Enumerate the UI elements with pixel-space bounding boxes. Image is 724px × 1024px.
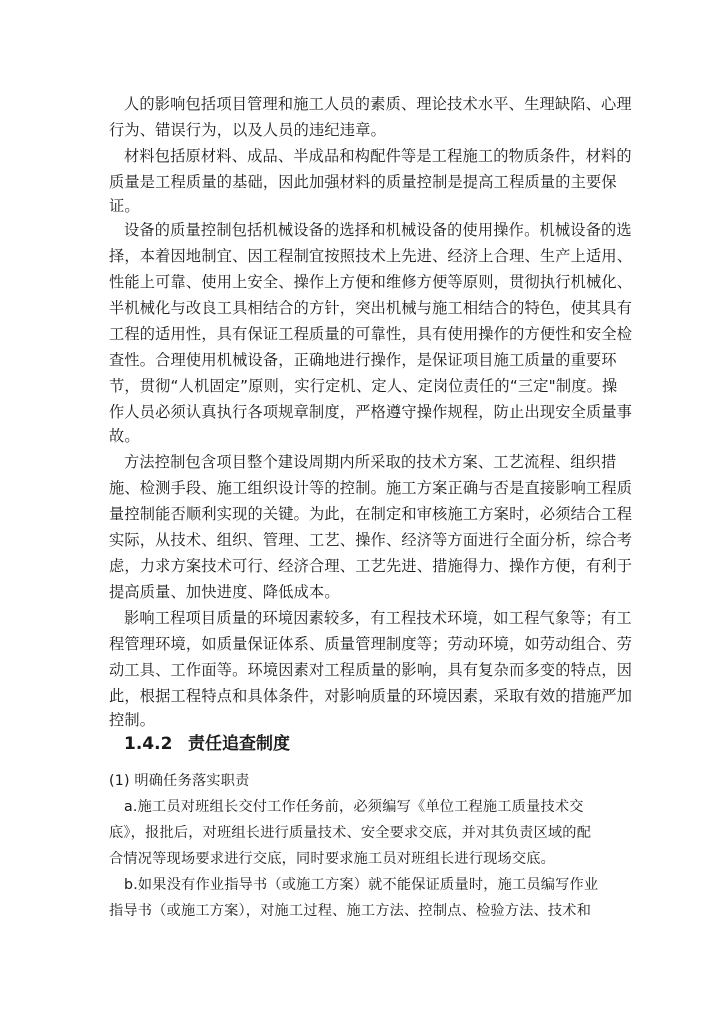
text-line: 人的影响包括项目管理和施工人员的素质、理论技术水平、生理缺陷、心理 [124,95,632,113]
list-item-title: (1) 明确任务落实职责 [109,773,250,789]
text-line: 质量是工程质量的基础，因此加强材料的质量控制是提高工程质量的主要保 [109,173,617,191]
text-line: 择，本着因地制宜、因工程制宜按照技术上先进、经济上合理、生产上适用、 [109,247,633,265]
list-text-line: a.施工员对班组长交付工作任务前，必须编写《单位工程施工质量技术交 [124,799,584,815]
section-title: 责任追查制度 [188,734,290,754]
text-line: 实际，从技术、组织、管理、工艺、操作、经济等方面进行全面分析，综合考 [109,531,633,549]
text-line: 节，贯彻“人机固定”原则，实行定机、定人、定岗位责任的“三定"制度。操 [109,377,618,395]
list-text-line: 指导书（或施工方案），对施工过程、施工方法、控制点、检验方法、技术和 [109,903,592,919]
text-line: 虑，力求方案技术可行、经济合理、工艺先进、措施得力、操作方便，有利于 [109,557,633,575]
text-line: 查性。合理使用机械设备，正确地进行操作，是保证项目施工质量的重要环 [109,351,617,369]
text-line: 行为、错误行为，以及人员的违纪违章。 [109,121,386,139]
text-line: 设备的质量控制包括机械设备的选择和机械设备的使用操作。机械设备的选 [124,221,632,239]
text-line: 控制。 [109,711,156,729]
text-line: 作人员必须认真执行各项规章制度，严格遵守操作规程，防止出现安全质量事 [109,403,633,421]
list-text-line: b.如果没有作业指导书（或施工方案）就不能保证质量时，施工员编写作业 [124,877,599,893]
list-text-line: 底》，报批后，对班组长进行质量技术、安全要求交底，并对其负责区域的配 [109,825,592,841]
text-line: 材料包括原材料、成品、半成品和构配件等是工程施工的物质条件，材料的 [124,147,632,165]
section-number: 1.4.2 [124,734,173,754]
text-line: 程管理环境，如质量保证体系、质量管理制度等；劳动环境，如劳动组合、劳 [109,635,633,653]
text-line: 证。 [109,197,140,215]
section-heading [124,730,290,758]
text-line: 提高质量、加快进度、降低成本。 [109,583,340,601]
text-line: 此，根据工程特点和具体条件，对影响质量的环境因素，采取有效的措施严加 [109,687,633,705]
text-line: 半机械化与改良工具相结合的方针，突出机械与施工相结合的特色，使其具有 [109,299,633,317]
text-line: 性能上可靠、使用上安全、操作上方便和维修方便等原则，贯彻执行机械化、 [109,273,633,291]
text-line: 工程的适用性，具有保证工程质量的可靠性，具有使用操作的方便性和安全检 [109,325,633,343]
list-text-line: 合情况等现场要求进行交底，同时要求施工员对班组长进行现场交底。 [109,851,556,867]
text-line: 动工具、工作面等。环境因素对工程质量的影响，具有复杂而多变的特点，因 [109,661,633,679]
text-line: 施、检测手段、施工组织设计等的控制。施工方案正确与否是直接影响工程质 [109,479,633,497]
text-line: 影响工程项目质量的环境因素较多，有工程技术环境，如工程气象等；有工 [124,609,632,627]
text-line: 故。 [109,427,140,445]
text-line: 方法控制包含项目整个建设周期内所采取的技术方案、工艺流程、组织措 [124,453,617,471]
text-line: 量控制能否顺利实现的关键。为此，在制定和审核施工方案时，必须结合工程 [109,505,633,523]
